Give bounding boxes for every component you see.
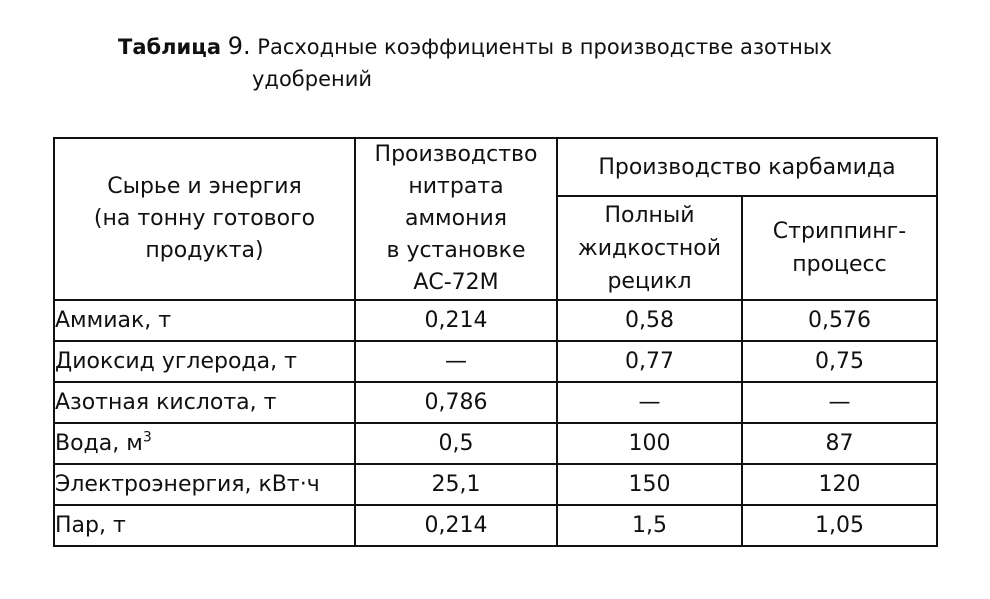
header-nitrate-line: аммония bbox=[404, 206, 508, 231]
table-row bbox=[54, 464, 937, 505]
cell-nitrate: 25,1 bbox=[355, 464, 557, 505]
cell-stripping: 0,75 bbox=[742, 341, 937, 382]
header-nitrate bbox=[355, 138, 557, 300]
header-full-line: жидкостной bbox=[577, 235, 722, 261]
header-nitrate-line: нитрата bbox=[408, 174, 504, 199]
table-row bbox=[54, 300, 937, 341]
header-nitrate-line: АС-72М bbox=[413, 270, 499, 295]
cell-full-recycle: 100 bbox=[557, 423, 742, 464]
header-nitrate-line: в установке bbox=[386, 238, 526, 263]
row-label: Диоксид углерода, т bbox=[54, 341, 355, 382]
cell-full-recycle: — bbox=[557, 382, 742, 423]
cell-nitrate: 0,786 bbox=[355, 382, 557, 423]
table-row bbox=[54, 423, 937, 464]
cell-nitrate: 0,5 bbox=[355, 423, 557, 464]
cell-nitrate: 0,214 bbox=[355, 505, 557, 546]
cell-stripping: 87 bbox=[742, 423, 937, 464]
cell-stripping: 1,05 bbox=[742, 505, 937, 546]
header-strip-line: процесс bbox=[792, 252, 887, 277]
header-strip-line: Стриппинг- bbox=[772, 219, 907, 244]
table-row bbox=[54, 505, 937, 546]
header-full-line: Полный bbox=[604, 202, 695, 228]
header-raw-line: продукта) bbox=[145, 238, 264, 263]
cell-nitrate: 0,214 bbox=[355, 300, 557, 341]
cell-full-recycle: 150 bbox=[557, 464, 742, 505]
header-full-recycle bbox=[557, 196, 742, 300]
cell-full-recycle: 0,77 bbox=[557, 341, 742, 382]
cell-full-recycle: 0,58 bbox=[557, 300, 742, 341]
caption-title-line2: удобрений bbox=[252, 67, 373, 91]
coefficients-table bbox=[53, 137, 938, 547]
cell-nitrate: — bbox=[355, 341, 557, 382]
table-row bbox=[54, 382, 937, 423]
cell-stripping: — bbox=[742, 382, 937, 423]
header-carbamide: Производство карбамида bbox=[557, 138, 937, 196]
header-raw-line: (на тонну готового bbox=[93, 206, 316, 231]
row-label: Азотная кислота, т bbox=[54, 382, 355, 423]
cell-full-recycle: 1,5 bbox=[557, 505, 742, 546]
row-label: Электроэнергия, кВт·ч bbox=[54, 464, 355, 505]
table-caption bbox=[118, 30, 878, 95]
header-raw-line: Сырье и энергия bbox=[107, 174, 302, 199]
header-stripping bbox=[742, 196, 937, 300]
caption-number: 9. bbox=[227, 32, 251, 60]
table-row bbox=[54, 341, 937, 382]
cell-stripping: 0,576 bbox=[742, 300, 937, 341]
caption-title-line1: Расходные коэффициенты в производстве азотных bbox=[257, 35, 832, 59]
row-label: Аммиак, т bbox=[54, 300, 355, 341]
header-nitrate-line: Производство bbox=[374, 142, 538, 167]
header-raw-materials bbox=[54, 138, 355, 300]
caption-label: Таблица bbox=[118, 35, 221, 59]
header-full-line: рецикл bbox=[607, 268, 692, 294]
row-label: Пар, т bbox=[54, 505, 355, 546]
row-label: Вода, $м^3$ bbox=[54, 423, 355, 464]
cell-stripping: 120 bbox=[742, 464, 937, 505]
